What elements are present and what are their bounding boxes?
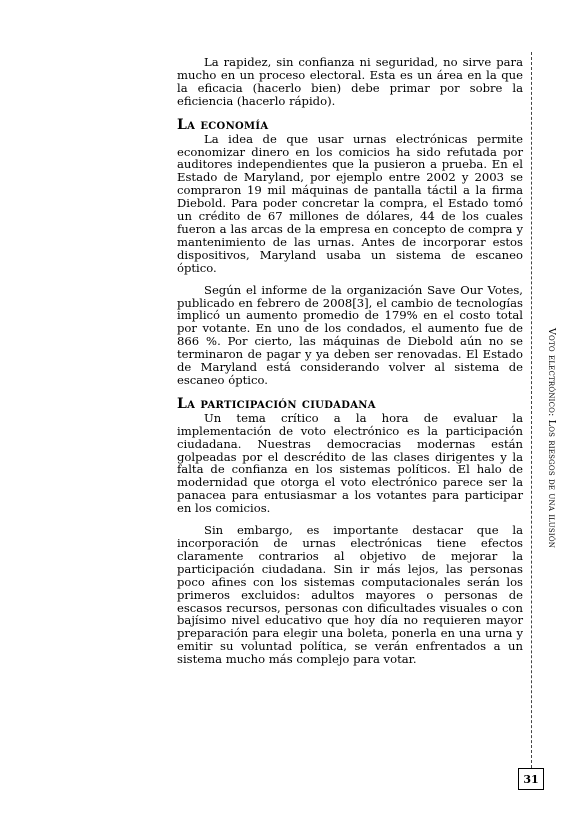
section-heading-economy: La economía <box>177 116 269 133</box>
section-heading-participation: La participación ciudadana <box>177 395 376 412</box>
margin-dotted-line <box>531 52 532 768</box>
economy-paragraph-1: La idea de que usar urnas electrónicas permite economizar dinero en los comicios ha sido refutada por auditores independientes que la pusieron a prueba. En el Estado de Maryland, por ejemplo entre 2002 y 2003 se compraron 19 mil máquinas de pantalla táctil a la firma Diebold. Para poder concretar la compra, el Estado tomó un crédito de 67 millones de dólares, 44 de los cuales fueron a las arcas de la empresa en concepto de compra y mantenimiento de las urnas. Antes de incorporar estos dispositivos, Maryland usaba un sistema de escaneo óptico. <box>177 131 523 275</box>
economy-paragraph-2: Según el informe de la organización Save Our Votes, publicado en febrero de 2008[3], el cambio de tecnologías implicó un aumento promedio de 179% en el costo total por votante. En uno de los condados, el aumento fue de 866 %. Por cierto, las máquinas de Diebold aún no se terminaron de pagar y ya deben ser renovadas. El Estado de Maryland está considerando volver al sistema de escaneo óptico. <box>177 282 523 387</box>
page-body <box>177 56 523 675</box>
participation-paragraph-2: Sin embargo, es importante destacar que la incorporación de urnas electrónicas tiene efectos claramente contrarios al objetivo de mejorar la participación ciudadana. Sin ir más lejos, las personas poco afines con los sistemas computacionales serán los primeros excluidos: adultos mayores o personas de escasos recursos, personas con dificultades visuales o con bajísimo nivel educativo que hoy día no requieren mayor preparación para elegir una boleta, ponerla en una urna y emitir su voluntad política, se verán enfrentados a un sistema mucho más complejo para votar. <box>177 523 523 667</box>
page-number: 31 <box>518 768 544 790</box>
intro-paragraph: La rapidez, sin confianza ni seguridad, no sirve para mucho en un proceso electoral. Esta es un área en la que la eficacia (hacerlo bien) debe primar por sobre la eficiencia (hacerlo rápido). <box>177 55 523 108</box>
participation-paragraph-1: Un tema crítico a la hora de evaluar la implementación de voto electrónico es la participación ciudadana. Nuestras democracias modernas están golpeadas por el descrédito de las clases dirigentes y la falta de confianza en los sistemas políticos. El halo de modernidad que otorga el voto electrónico parece ser la panacea para entusiasmar a los votantes para participar en los comicios. <box>177 410 523 516</box>
running-title: Voto electrónico: Los riesgos de una ilusión <box>546 328 557 549</box>
